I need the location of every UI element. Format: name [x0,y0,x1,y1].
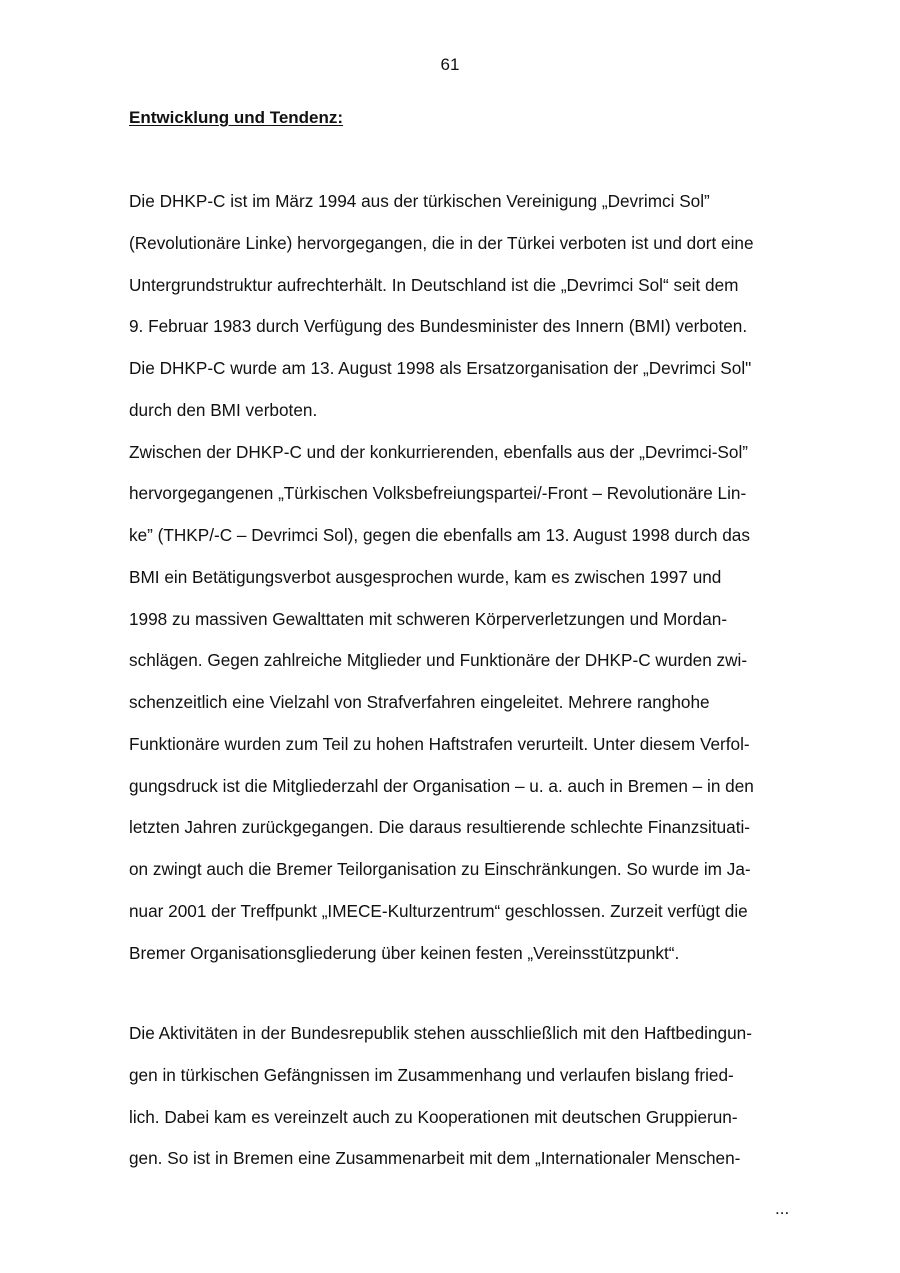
text-line: gen. So ist in Bremen eine Zusammenarbeit mit dem „Internationaler Menschen- [129,1148,741,1169]
text-line: lich. Dabei kam es vereinzelt auch zu Kooperationen mit deutschen Gruppierun- [129,1106,738,1127]
text-line: hervorgegangenen „Türkischen Volksbefreiungspartei/-Front – Revolutionäre Lin- [129,483,747,504]
text-line: ke” (THKP/-C – Devrimci Sol), gegen die ebenfalls am 13. August 1998 durch das [129,525,750,545]
text-line: schlägen. Gegen zahlreiche Mitglieder und Funktionäre der DHKP-C wurden zwi- [129,650,748,671]
text-line: gen in türkischen Gefängnissen im Zusammenhang und verlaufen bislang fried- [129,1064,734,1085]
text-line: Zwischen der DHKP-C und der konkurrierenden, ebenfalls aus der „Devrimci-Sol” [129,441,749,462]
text-line: Die DHKP-C wurde am 13. August 1998 als Ersatzorganisation der „Devrimci Sol" [129,358,752,378]
text-line: BMI ein Betätigungsverbot ausgesprochen wurde, kam es zwischen 1997 und [129,566,722,587]
paragraph-1 [129,190,799,983]
paragraph-2 [129,1022,799,1189]
text-line: letzten Jahren zurückgegangen. Die daraus resultierende schlechte Finanzsituati- [129,817,751,838]
text-line: nuar 2001 der Treffpunkt „IMECE-Kulturzentrum“ geschlossen. Zurzeit verfügt die [129,900,748,921]
text-line: gungsdruck ist die Mitgliederzahl der Organisation – u. a. auch in Bremen – in den [129,775,754,796]
page-number: 61 [440,55,460,74]
text-line: on zwingt auch die Bremer Teilorganisation zu Einschränkungen. So wurde im Ja- [129,859,751,879]
text-line: 9. Februar 1983 durch Verfügung des Bundesminister des Innern (BMI) verboten. [129,316,748,337]
section-heading: Entwicklung und Tendenz: [129,108,344,127]
text-line: Die Aktivitäten in der Bundesrepublik stehen ausschließlich mit den Haftbedingun- [129,1023,752,1043]
text-line: Die DHKP-C ist im März 1994 aus der türkischen Vereinigung „Devrimci Sol” [129,191,710,211]
text-line: Bremer Organisationsgliederung über keinen festen „Vereinsstützpunkt“. [129,942,680,963]
text-line: schenzeitlich eine Vielzahl von Strafverfahren eingeleitet. Mehrere ranghohe [129,692,710,712]
text-line: 1998 zu massiven Gewalttaten mit schweren Körperverletzungen und Mordan- [129,608,728,629]
text-line: (Revolutionäre Linke) hervorgegangen, die in der Türkei verboten ist und dort eine [129,232,754,253]
continuation-marker: ... [775,1199,790,1218]
text-line: Untergrundstruktur aufrechterhält. In Deutschland ist die „Devrimci Sol“ seit dem [129,274,739,295]
text-line: Funktionäre wurden zum Teil zu hohen Haftstrafen verurteilt. Unter diesem Verfol- [129,733,750,754]
text-line: durch den BMI verboten. [129,399,318,420]
